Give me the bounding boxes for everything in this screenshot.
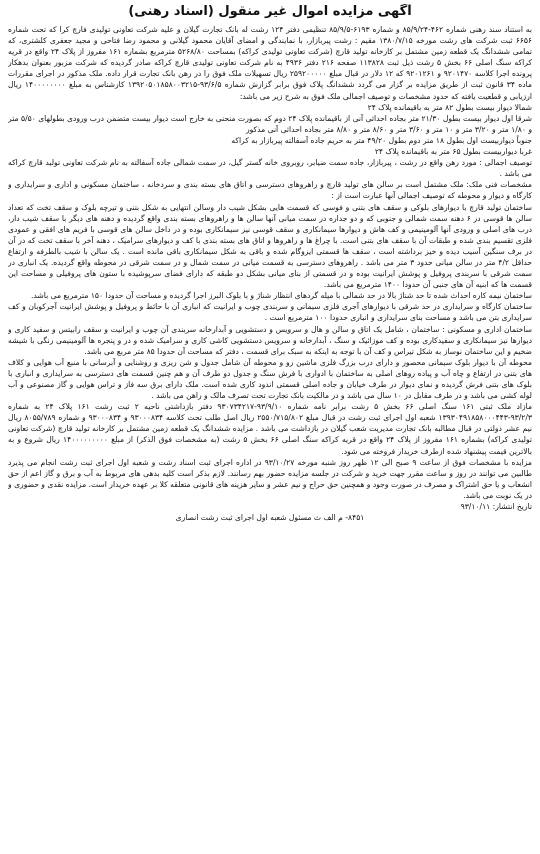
paragraph-workshop-building: ساختمان کارگاه و سرایداری در حد شرقی با دیوارهای آجری فلزی سیمانی و سربندی چوب و ایرانیت که انباری آن با حائط و پروفیل و پوشش ایرانیت آجرکوبان و کف سرایداری بتن می باشد و مساحت بنای سرایداری و انباری حدودا ۱۰۰ مترمربع است . — [8, 302, 532, 323]
notice-title: آگهی مزایده اموال غیر منقول (اسناد رهنی) — [128, 4, 412, 19]
paragraph-west-boundary: غربا دیواربیست بطول ۶۵ متر به باقیمانده پلاک ۲۴ — [374, 147, 532, 157]
signature-line: ۸۴۵۱- م الف ث مسئول شعبه اول اجرای ثبت رشت انصاری — [175, 513, 365, 523]
paragraph-technical-specs: مشخصات فنی ملک: ملک مشتمل است بر سالن های تولید قارچ و راهروهای دسترسی و اتاق های بسته بندی و سردخانه ، ساختمان مسکونی و اداری و سرایداری و کارگاه و دیوار و محوطه که توصیف اجمالی آنها عبارت است از : — [8, 180, 532, 201]
paragraph-summary-description: توصیف اجمالی : مورد رهن واقع در رشت ، پیربازار، جاده سمت ضیابر، روبروی خانه گستر گیل، در سمت شمالی جاده آسفالته به نام شرکت تعاونی تولید قارچ کراکه می باشد . — [8, 158, 532, 179]
auction-notice — [8, 4, 532, 850]
paragraph-east-boundary: شرقا اول دیوار بیست بطول ۲۱/۳۰ متر بجاده احداثی آنی از باقیمانده پلاک ۲۴ دوم که بصورت منحنی به خارج است دیوار بیست متضمن درب ورودی بطولهای ۵/۵۰ متر و ۱/۸۰ متر و ۳/۲۰ متر و ۱۰ متر و ۳/۶۰ متر و ۸/۶۰ متر و ۸/۸۰ متر بجاده احداثی آنی مذکور — [8, 113, 532, 134]
publish-date: تاریخ انتشار: ۹۳/۱۰/۱۱ — [460, 502, 532, 512]
paragraph-production-building: ساختمان تولید قارچ با دیوارهای بلوکی و سقف های بتنی و فوسی که قسمت هایی بشکل شیب دار وسالن انتهایی به شکل بتنی و تیرچه بلوک و سقف تخت که تعداد سالن ها قوسی در ۶ دهنه سمت شمالی و جنوبی که و دو جداره در سمت میانی آنها سالن ها و راهروهای بسته بندی واقع گردیده و دهنه های دیگر با سقف شیب دار، درب های اصلی و ورودی آنها آلومینیمی و کف هاش و دیوارها سیمانکاری و سقف قوسی نیز سیمانکاری بوده و در داخل سالن های قوسی با فریم های افقی و عمودی فلزی تقسیم بندی شده و طبقات آن با سقف های بتنی است. با چراغ ها و راهروها و اتاق های بسته بندی با کف و دیوارهای سرامیک ، دهنه آخر با سقف تخت که در آن در برف سنگین آسیب دیده و خیز برداشته است ، سقف ها قسمتی ایزوگام شده و باقی به شکل سیمانکاری باقی مانده است . یک سالن با شیب بالطرفه و ارتفاع حداقل ۴/۲ متر در سالن میانی حدود ۳ متر می باشد . راهروهای دسترسی به قسمت میانی در سمت شمال و در سمت شرقی در محوطه واقع گردیده. یک انباری در سمت شرقی با سربندی پروفیل و پوشش ایرانیت بوده و در قسمتی از بنای میانی بشکل دو طبقه که دارای فضای سرپوشیده با ستون های پروفیلی و مساحت این قسمت ها که ابنیه آن های جنبی آن حدودا ۱۴۰۰ مترمربع می باشد. — [8, 202, 532, 290]
paragraph-surplus-and-price: مازاد ملک ثبتی ۱۶۱ سنگ اصلی ۶۶ بخش ۵ رشت برابر نامه شماره ۹۳/۹/۱۰-۹۳۰۷۳۴۲۱۷ دفتر بازداشتی ناحیه ۲ ثبت رشت ۱۶۱ پلاک ۲۴ به شماره ۹۳/۲/۳-۱۳۹۳۰۴۹۱۸۵۸۰۰۰۴۴۳ شعبه اول اجرای ثبت رشت در قبال مبلغ ۲۵۵۰/۷۱۵/۸۰۲ ریال اصل طلب تحت کلاسه ۹۳۰۰۰۸۳۴ و ۹۳۰۰۰۸۳۴ و شماره ۸۰۵۵/۷۸۹ ریال نیم عشر دولتی در قبال مطالبه بانک تجارت مدیریت شعب گیلان در بازداشت می باشد . مزایده ششدانگ یک قطعه زمین مشتمل بر کارخانه تولید قارچ (شرکت تعاونی تولیدی کراکه) بشماره ۱۶۱ مفروز از پلاک ۲۴ واقع در قریه کراکه سنگ اصلی ۶۶ بخش ۵ رشت (به مشخصات فوق الذکر) از مبلغ ۱۴۰۰۰۰۰۰۰۰۰ ریال شروع و به بالاترین قیمت پیشنهاد شده ازطرف خریدار فروخته می شود. — [8, 402, 532, 456]
paragraph-yard: محوطه آن با دیوار بلوک سیمانی محصور و دارای درب بزرگ فلزی ماشین رو و محوطه آن شامل جدول و شن ریزی و روشنایی و آبرسانی با منبع آب هوایی و کلاف های بتنی در ارتفاع و چاه آب و پیاده روهای اصلی به ساختمان با ادواری با فرش سنگ و جدول دو طرف آن و هم چنین قسمت های دسترسی به سرایداری و انباری با بلوک های بتنی فرش گردیده و نمای دیوار در طرف خیابان و جاده اصلی قسمتی اندود کاری شده است. ملک دارای برق سه فاز و تراس هوایی و گاز مصنوعی و آب لوله کشی می باشد و در طرف مقابل در ۱۰ سال می باشد و در مالکیت بانک تجارت تحت تصرف مالک و راهن می باشد . — [8, 357, 532, 401]
paragraph-north-boundary: شمالا دیوار بیست بطول ۸۲ متر به باقیمانده پلاک ۲۴ — [367, 102, 532, 112]
paragraph-auction-terms: مزایده با مشخصات فوق از ساعت ۹ صبح الی ۱۲ ظهر روز شنبه مورخه ۹۳/۱۰/۲۷ در اداره اجرای ثبت اسناد رشت و شعبه اول اجرای ثبت رشت انجام می پذیرد طالبین می توانند در روز و ساعت مقرر جهت خرید و شرکت در جلسه مزایده حضور بهم رسانند. لازم بذکر است کلیه بدهی های مربوط به آب و برق و گاز اعم از حق انشعاب و یا حق اشتراک و مصرف در صورت وجود و همچنین حق حراج و نیم عشر و سایر هزینه های قانونی متعلقه کلا بر عهده خریدار است. مزایده نقدی و حضوری و در یک نوبت می باشد. — [8, 457, 532, 500]
paragraph-unfinished-building: ساختمان نیمه کاره احداث شده تا حد شناژ بالا در حد شمالی با میله گردهای انتظار شناژ و با بلوک البرز اجرا گردیده و مساحت آن حدودا ۱۵۰ مترمربع می باشد. — [31, 291, 532, 301]
paragraph-office-building: ساختمان اداری و مسکونی : ساختمان ، شامل یک اتاق و سالن و هال و سرویس و دستشویی و آبدارخانه سربندی آن چوب و ایرانیت و سقف رابیتس و سفید کاری و دیوارها نیز سیمانکاری و سفیدکاری بوده و کف موزائیک و سنگ ، آبدارخانه و سرویس دستشویی کاشی کاری و سرامیک شده و در و پنجره ها آلومینیمی رنگی با شیشه ضخیم و این ساختمان نوساز به شکل تیراس و کف آن با توجه به اینکه به سبک برای قسمت ، دفتر که مساحت آن حدودا ۸۵ متر مربع می باشد. — [8, 324, 532, 356]
paragraph-south-boundary: جنوباً دیواربیست اول بطول ۱۸ متر دوم بطول ۴۹/۲۰ متر به حریم جاده آسفالته پیربازار به کراکه — [231, 135, 532, 145]
paragraph-intro: به استناد سند رهنی شماره ۴۶۲-۸۵/۹/۲۴ و شماره ۶۱۹۳-۸۵/۹/۵ تنظیمی دفتر ۱۲۴ رشت له بانک تجارت گیلان و علیه شرکت تعاونی تولیدی فارچ کرا که تحت شماره ۶۶۵۶ ثبت شرکت های رشت مورخه ۱۳۸۰/۷/۱۵ مقیم : رشت پیربازار، با نمایندگی و امضای آقایان محمود گیلانی و محمود رضا فتاحی و مجید جعفری کلشتری، که تمامی ششدانگ یک قطعه زمین مشتمل بر کارخانه تولید قارچ (شرکت تعاونی تولیدی کراکه) بمساحت ۵۲۶۸/۸۰ مترمربع بشماره ۱۶۱ مفروز از پلاک ۲۴ واقع در قریه کراکه سنگ اصلی ۶۶ بخش ۵ رشت ذیل ثبت ۱۱۳۸۲۸ صفحه ۲۱۶ دفتر ۴۹۳۶ به نام شرکت تعاونی تولیدی قارچ کراکه صادر گردیده که شرکت مزبور بعنوان بدهکار پرونده اجرا کلاسه ۹۲۰۱۴۷۰ و ۹۲۰۱۲۶۱ که ۱۲ دلار در قبال مبلغ ۲۵۹۲۰۰۰۰۰ ریال تسهیلات ملک فوق را در رهن بانک تجارت قرار داده. ملک مذکور در اجرای مقررات ماده ۳۴ قانون ثبت از طریق مزایده بر گزار می گردد ششدانگ پلاک فوق برابر گزارش شماره ۹۳/۶/۵-۱۳۹۲۰۵۰۱۸۵۸۰۰۳۲۱۵ کارشناس به مبلغ ۱۴۰۰۰۰۰۰۰۰ ریال ارزیابی و قطعیت یافته که حدود مشخصات و توصیف اجمالی ملک فوق به شرح زیر می باشد: — [8, 25, 532, 101]
